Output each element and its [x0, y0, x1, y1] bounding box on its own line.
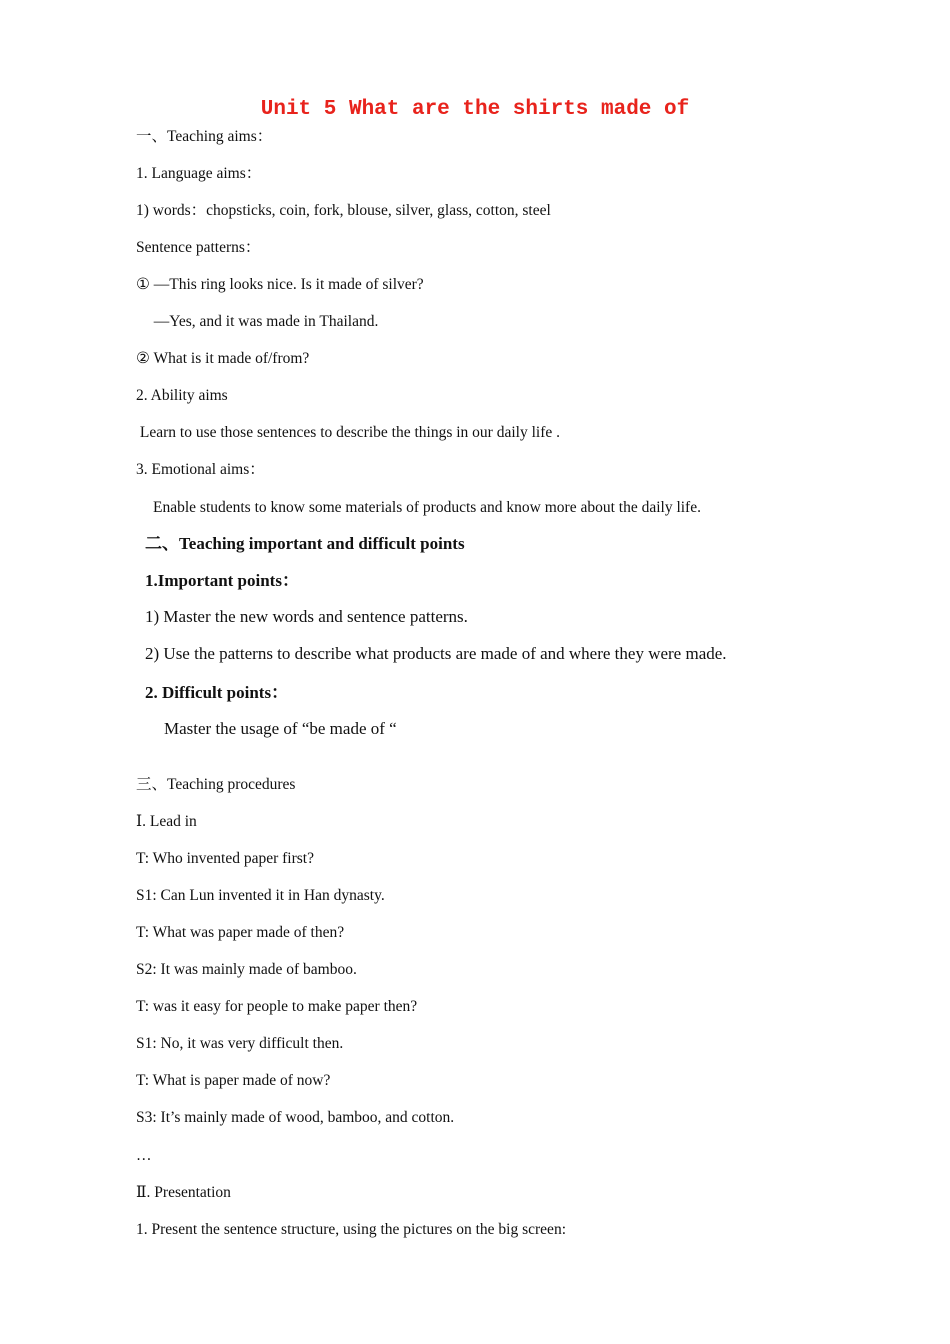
emotional-aims-heading: 3. Emotional aims： [136, 461, 265, 478]
emotional-aims-text: Enable students to know some materials of products and know more about the daily life. [153, 499, 701, 516]
document-title: Unit 5 What are the shirts made of [260, 98, 690, 121]
ellipsis: … [136, 1147, 152, 1164]
dialogue-line: S1: No, it was very difficult then. [136, 1035, 344, 1052]
pattern-1-answer: —Yes, and it was made in Thailand. [146, 313, 379, 330]
lead-in-heading: Ⅰ. Lead in [136, 813, 197, 830]
dialogue-line: T: Who invented paper first? [136, 850, 314, 867]
important-point-2: 2) Use the patterns to describe what products are made of and where they were made. [145, 644, 727, 663]
presentation-step-1: 1. Present the sentence structure, using the pictures on the big screen: [136, 1221, 566, 1238]
ability-aims-text: Learn to use those sentences to describe the things in our daily life . [136, 424, 560, 441]
important-point-1: 1) Master the new words and sentence patterns. [145, 607, 468, 626]
difficult-point-1: Master the usage of “be made of “ [164, 719, 397, 738]
dialogue-line: T: What was paper made of then? [136, 924, 345, 941]
teaching-aims-heading: 一、Teaching aims： [136, 128, 273, 145]
presentation-heading: Ⅱ. Presentation [136, 1184, 231, 1201]
ability-aims-heading: 2. Ability aims [136, 387, 228, 404]
difficult-points-heading: 2. Difficult points： [145, 683, 289, 702]
dialogue-line: S2: It was mainly made of bamboo. [136, 961, 357, 978]
important-points-heading: 1.Important points： [145, 571, 299, 590]
pattern-1-question: ① —This ring looks nice. Is it made of silver? [136, 276, 424, 293]
points-heading: 二、Teaching important and difficult points [145, 534, 465, 553]
language-aims-heading: 1. Language aims： [136, 165, 262, 182]
dialogue-line: S1: Can Lun invented it in Han dynasty. [136, 887, 385, 904]
dialogue-line: S3: It’s mainly made of wood, bamboo, and cotton. [136, 1109, 455, 1126]
dialogue-line: T: What is paper made of now? [136, 1072, 331, 1089]
sentence-patterns-heading: Sentence patterns： [136, 239, 261, 256]
dialogue-line: T: was it easy for people to make paper then? [136, 998, 418, 1015]
procedures-heading: 三、Teaching procedures [136, 776, 296, 793]
pattern-2: ② What is it made of/from? [136, 350, 310, 367]
words-line: 1) words：chopsticks, coin, fork, blouse, silver, glass, cotton, steel [136, 202, 551, 219]
